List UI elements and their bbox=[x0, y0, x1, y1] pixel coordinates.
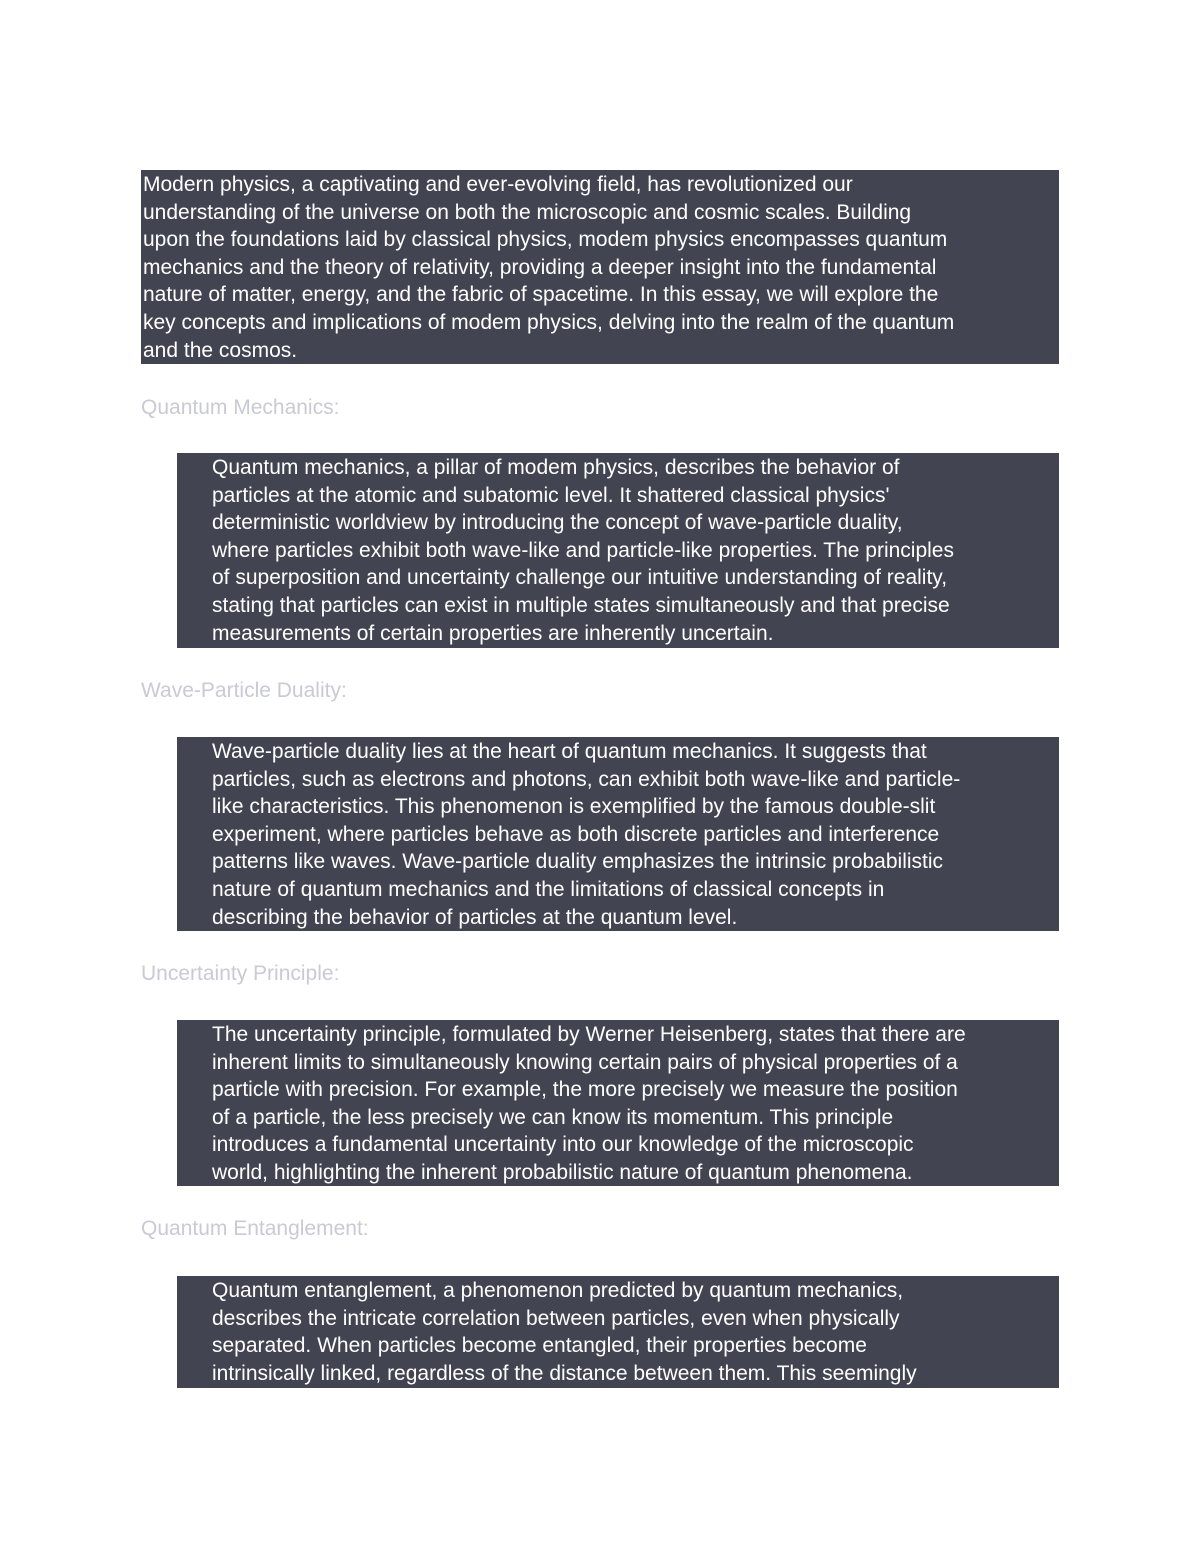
paragraph-text: Quantum mechanics, a pillar of modem physics, describes the behavior of particles at the atomic and subatomic level. It shattered classical physics' deterministic worldview by introducing the concept of wave-particle duality, where particles exhibit both wave-like and particle-like properties. The principles of superposition and uncertainty challenge our intuitive understanding of reality, stating that particles can exist in multiple states simultaneously and that precise measurements of certain properties are inherently uncertain. bbox=[212, 456, 954, 645]
paragraph-quantum-mechanics bbox=[177, 453, 1059, 648]
heading-quantum-entanglement: Quantum Entanglement: bbox=[141, 1217, 369, 1240]
paragraph-wave-particle-duality bbox=[177, 737, 1059, 931]
paragraph-text: Quantum entanglement, a phenomenon predicted by quantum mechanics, describes the intricate correlation between particles, even when physically separated. When particles become entangled, their properties become intrinsically linked, regardless of the distance between them. This seemingly bbox=[212, 1279, 917, 1385]
intro-paragraph bbox=[141, 170, 1059, 364]
paragraph-uncertainty-principle bbox=[177, 1020, 1059, 1186]
heading-wave-particle-duality: Wave-Particle Duality: bbox=[141, 679, 347, 702]
paragraph-text: The uncertainty principle, formulated by Werner Heisenberg, states that there are inherent limits to simultaneously knowing certain pairs of physical properties of a particle with precision. For example, the more precisely we measure the position of a particle, the less precisely we can know its momentum. This principle introduces a fundamental uncertainty into our knowledge of the microscopic world, highlighting the inherent probabilistic nature of quantum phenomena. bbox=[212, 1023, 966, 1184]
paragraph-text: Wave-particle duality lies at the heart of quantum mechanics. It suggests that particles, such as electrons and photons, can exhibit both wave-like and particle- like characteristics. This phenomenon is exemplified by the famous double-slit experiment, where particles behave as both discrete particles and interference patterns like waves. Wave-particle duality emphasizes the intrinsic probabilistic nature of quantum mechanics and the limitations of classical concepts in describing the behavior of particles at the quantum level. bbox=[212, 740, 961, 929]
heading-uncertainty-principle: Uncertainty Principle: bbox=[141, 962, 340, 985]
intro-text: Modern physics, a captivating and ever-evolving field, has revolutionized our understanding of the universe on both the microscopic and cosmic scales. Building upon the foundations laid by classical physics, modem physics encompasses quantum mechanics and the theory of relativity, providing a deeper insight into the fundamental nature of matter, energy, and the fabric of spacetime. In this essay, we will explore the key concepts and implications of modem physics, delving into the realm of the quantum and the cosmos. bbox=[143, 173, 955, 362]
heading-quantum-mechanics: Quantum Mechanics: bbox=[141, 396, 340, 419]
paragraph-quantum-entanglement bbox=[177, 1276, 1059, 1388]
